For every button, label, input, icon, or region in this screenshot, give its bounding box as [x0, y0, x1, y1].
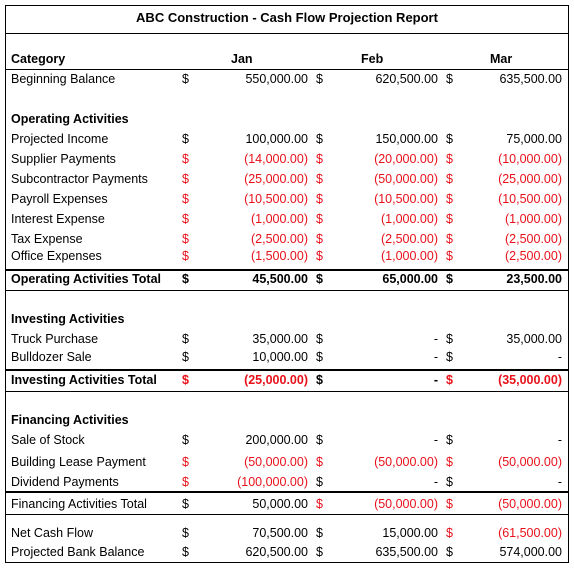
currency-symbol-jan: $: [182, 350, 189, 364]
amount-jan: 45,500.00: [252, 272, 308, 286]
amount-mar: (10,000.00): [498, 152, 562, 166]
row-label: Investing Activities: [11, 312, 125, 326]
currency-symbol-mar: $: [446, 526, 453, 540]
row-bulldozer-sale: [6, 347, 568, 367]
currency-symbol-feb: $: [316, 232, 323, 246]
amount-feb: (1,000.00): [381, 212, 438, 226]
row-subcontractor-payments: [6, 169, 568, 189]
row-net-cash-flow: [6, 523, 568, 543]
amount-jan: 50,000.00: [252, 497, 308, 511]
currency-symbol-jan: $: [182, 152, 189, 166]
currency-symbol-feb: $: [316, 526, 323, 540]
currency-symbol-jan: $: [182, 373, 189, 387]
currency-symbol-mar: $: [446, 475, 453, 489]
currency-symbol-mar: $: [446, 497, 453, 511]
amount-feb: 15,000.00: [382, 526, 438, 540]
amount-feb: -: [433, 350, 438, 364]
cash-flow-report-sheet: [5, 5, 569, 563]
row-office-expenses: [6, 246, 568, 266]
amount-feb: (1,000.00): [381, 249, 438, 263]
row-label: Projected Income: [11, 132, 109, 146]
row-dividend-payments: [6, 472, 568, 492]
amount-jan: 550,000.00: [245, 72, 308, 86]
row-label: Net Cash Flow: [11, 526, 93, 540]
row-beginning-balance: [6, 69, 568, 89]
currency-symbol-feb: $: [316, 545, 323, 559]
amount-mar: (1,000.00): [505, 212, 562, 226]
currency-symbol-feb: $: [316, 272, 323, 286]
amount-feb: -: [433, 332, 438, 346]
amount-jan: (10,500.00): [244, 192, 308, 206]
row-supplier-payments: [6, 149, 568, 169]
row-label: Supplier Payments: [11, 152, 116, 166]
currency-symbol-feb: $: [316, 497, 323, 511]
amount-mar: (25,000.00): [498, 172, 562, 186]
currency-symbol-feb: $: [316, 373, 323, 387]
amount-mar: -: [557, 475, 562, 489]
row-operating-activities-total: [6, 269, 568, 289]
currency-symbol-mar: $: [446, 72, 453, 86]
currency-symbol-mar: $: [446, 212, 453, 226]
amount-jan: (100,000.00): [237, 475, 308, 489]
row-label: Projected Bank Balance: [11, 545, 145, 559]
amount-jan: 70,500.00: [252, 526, 308, 540]
title-underline: [6, 33, 568, 34]
amount-jan: (25,000.00): [244, 172, 308, 186]
amount-feb: (10,500.00): [374, 192, 438, 206]
row-label: Bulldozer Sale: [11, 350, 92, 364]
currency-symbol-feb: $: [316, 433, 323, 447]
amount-mar: (50,000.00): [498, 497, 562, 511]
amount-feb: 635,500.00: [375, 545, 438, 559]
currency-symbol-jan: $: [182, 192, 189, 206]
currency-symbol-feb: $: [316, 132, 323, 146]
currency-symbol-mar: $: [446, 332, 453, 346]
row-label: Operating Activities: [11, 112, 129, 126]
financing-total-top-border: [6, 491, 568, 493]
amount-mar: (2,500.00): [505, 249, 562, 263]
header-row: [6, 49, 568, 69]
currency-symbol-jan: $: [182, 172, 189, 186]
row-payroll-expenses: [6, 189, 568, 209]
operating-total-top-border: [6, 269, 568, 271]
currency-symbol-feb: $: [316, 152, 323, 166]
amount-mar: -: [557, 350, 562, 364]
currency-symbol-mar: $: [446, 455, 453, 469]
amount-mar: 35,000.00: [506, 332, 562, 346]
category-header: Category: [11, 52, 66, 66]
amount-mar: 635,500.00: [499, 72, 562, 86]
amount-feb: -: [433, 373, 438, 387]
currency-symbol-jan: $: [182, 455, 189, 469]
row-label: Office Expenses: [11, 249, 102, 263]
month-header-feb: Feb: [361, 52, 384, 66]
currency-symbol-jan: $: [182, 545, 189, 559]
amount-jan: 200,000.00: [245, 433, 308, 447]
row-label: Sale of Stock: [11, 433, 85, 447]
amount-jan: 620,500.00: [245, 545, 308, 559]
currency-symbol-jan: $: [182, 249, 189, 263]
currency-symbol-jan: $: [182, 475, 189, 489]
currency-symbol-mar: $: [446, 433, 453, 447]
row-projected-bank-balance: [6, 542, 568, 562]
amount-feb: 65,000.00: [382, 272, 438, 286]
amount-mar: (50,000.00): [498, 455, 562, 469]
amount-jan: (2,500.00): [251, 232, 308, 246]
amount-feb: -: [433, 433, 438, 447]
currency-symbol-jan: $: [182, 72, 189, 86]
row-investing-activities-total: [6, 370, 568, 390]
currency-symbol-mar: $: [446, 272, 453, 286]
amount-mar: (2,500.00): [505, 232, 562, 246]
row-label: Subcontractor Payments: [11, 172, 148, 186]
section-header-investing-activities: [6, 309, 568, 329]
currency-symbol-jan: $: [182, 212, 189, 226]
currency-symbol-mar: $: [446, 350, 453, 364]
row-label: Financing Activities: [11, 413, 129, 427]
amount-feb: -: [433, 475, 438, 489]
investing-total-bottom-border: [6, 391, 568, 392]
row-label: Investing Activities Total: [11, 373, 157, 387]
currency-symbol-feb: $: [316, 192, 323, 206]
row-interest-expense: [6, 209, 568, 229]
section-header-operating-activities: [6, 109, 568, 129]
month-header-mar: Mar: [490, 52, 513, 66]
currency-symbol-feb: $: [316, 332, 323, 346]
amount-mar: (10,500.00): [498, 192, 562, 206]
amount-jan: (25,000.00): [244, 373, 308, 387]
currency-symbol-feb: $: [316, 172, 323, 186]
row-truck-purchase: [6, 329, 568, 349]
amount-jan: 35,000.00: [252, 332, 308, 346]
row-label: Payroll Expenses: [11, 192, 108, 206]
currency-symbol-mar: $: [446, 373, 453, 387]
amount-feb: (20,000.00): [374, 152, 438, 166]
currency-symbol-mar: $: [446, 152, 453, 166]
amount-feb: (50,000.00): [374, 172, 438, 186]
currency-symbol-jan: $: [182, 272, 189, 286]
currency-symbol-feb: $: [316, 212, 323, 226]
currency-symbol-mar: $: [446, 545, 453, 559]
amount-feb: (50,000.00): [374, 497, 438, 511]
row-label: Truck Purchase: [11, 332, 99, 346]
amount-jan: 10,000.00: [252, 350, 308, 364]
row-projected-income: [6, 129, 568, 149]
currency-symbol-jan: $: [182, 132, 189, 146]
report-title: ABC Construction - Cash Flow Projection Report: [136, 10, 438, 25]
amount-feb: 150,000.00: [375, 132, 438, 146]
row-label: Tax Expense: [11, 232, 83, 246]
row-label: Interest Expense: [11, 212, 105, 226]
amount-feb: (50,000.00): [374, 455, 438, 469]
currency-symbol-mar: $: [446, 172, 453, 186]
amount-mar: 23,500.00: [506, 272, 562, 286]
amount-mar: 75,000.00: [506, 132, 562, 146]
currency-symbol-feb: $: [316, 72, 323, 86]
month-header-jan: Jan: [231, 52, 253, 66]
row-label: Financing Activities Total: [11, 497, 147, 511]
investing-total-top-border: [6, 369, 568, 371]
amount-feb: 620,500.00: [375, 72, 438, 86]
amount-jan: (1,500.00): [251, 249, 308, 263]
currency-symbol-mar: $: [446, 192, 453, 206]
amount-jan: (1,000.00): [251, 212, 308, 226]
row-label: Beginning Balance: [11, 72, 116, 86]
row-financing-activities-total: [6, 494, 568, 514]
amount-jan: (50,000.00): [244, 455, 308, 469]
currency-symbol-feb: $: [316, 350, 323, 364]
currency-symbol-jan: $: [182, 332, 189, 346]
currency-symbol-jan: $: [182, 232, 189, 246]
operating-total-bottom-border: [6, 290, 568, 291]
currency-symbol-feb: $: [316, 455, 323, 469]
amount-jan: 100,000.00: [245, 132, 308, 146]
currency-symbol-feb: $: [316, 249, 323, 263]
amount-jan: (14,000.00): [244, 152, 308, 166]
row-label: Operating Activities Total: [11, 272, 162, 286]
section-header-financing-activities: [6, 410, 568, 430]
amount-mar: (35,000.00): [498, 373, 562, 387]
financing-total-bottom-border: [6, 514, 568, 515]
currency-symbol-mar: $: [446, 132, 453, 146]
row-sale-of-stock: [6, 430, 568, 450]
currency-symbol-jan: $: [182, 526, 189, 540]
row-building-lease-payment: [6, 452, 568, 472]
currency-symbol-mar: $: [446, 249, 453, 263]
currency-symbol-jan: $: [182, 433, 189, 447]
amount-feb: (2,500.00): [381, 232, 438, 246]
currency-symbol-jan: $: [182, 497, 189, 511]
currency-symbol-mar: $: [446, 232, 453, 246]
amount-mar: (61,500.00): [498, 526, 562, 540]
row-label: Building Lease Payment: [11, 455, 146, 469]
row-label: Dividend Payments: [11, 475, 119, 489]
currency-symbol-feb: $: [316, 475, 323, 489]
amount-mar: -: [557, 433, 562, 447]
amount-mar: 574,000.00: [499, 545, 562, 559]
